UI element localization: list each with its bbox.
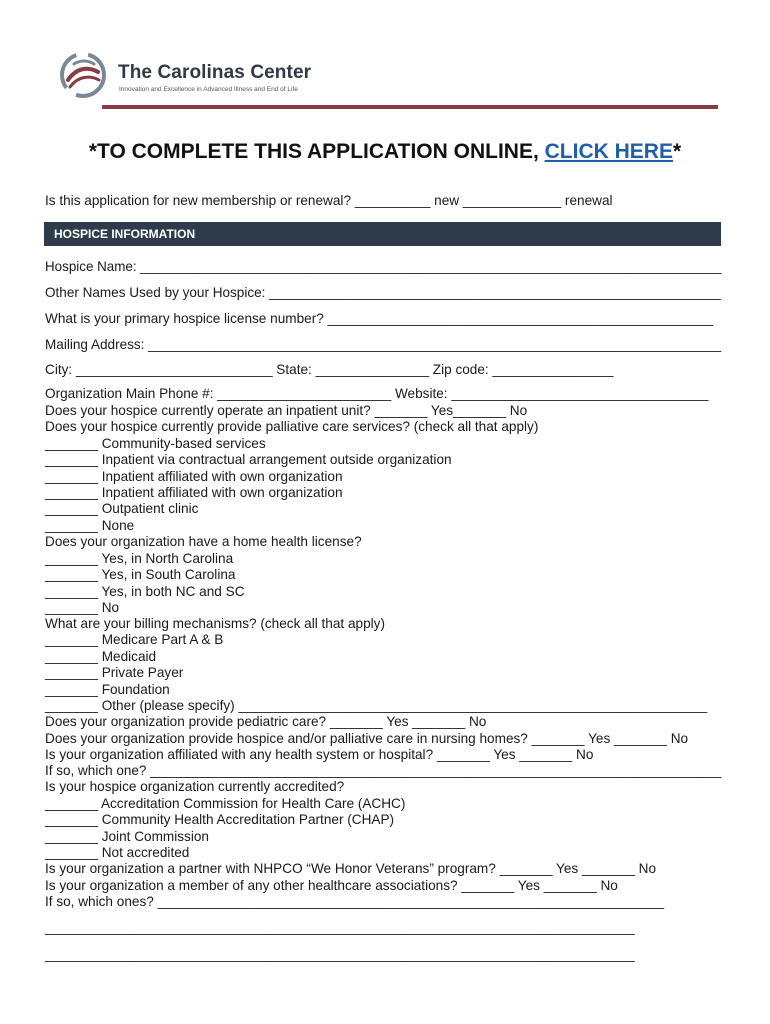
section-header-label: HOSPICE INFORMATION	[54, 227, 196, 241]
form-line: Is this application for new membership or renewal? __________ new _____________ renewal	[45, 193, 613, 208]
form-line: _______ Inpatient via contractual arrangement outside organization	[45, 452, 452, 467]
form-line: Is your organization affiliated with any health system or hospital? _______ Yes _______ No	[45, 747, 594, 762]
form-line: _______ Inpatient affiliated with own organization	[45, 485, 343, 500]
form-line: City: __________________________ State: _______________ Zip code: ________________	[45, 362, 614, 377]
form-line: _______ Other (please specify) ______________________________________________________________	[45, 698, 708, 713]
form-line: Organization Main Phone #: _______________________ Website: __________________________________	[45, 386, 709, 401]
form-line: Does your hospice currently operate an inpatient unit? _______ Yes_______ No	[45, 403, 528, 418]
document-header	[0, 0, 770, 112]
title-suffix: *	[672, 140, 682, 163]
form-line: Mailing Address: ____________________________________________________________________________	[45, 337, 722, 352]
form-line: Other Names Used by your Hospice: ____________________________________________________________	[45, 285, 721, 300]
org-tagline: Innovation and Excellence in Advanced Illness and End of Life	[119, 86, 298, 93]
form-line: _______ Private Payer	[45, 665, 184, 680]
form-line: _______ Yes, in North Carolina	[45, 551, 234, 566]
form-line: _______ Accreditation Commission for Health Care (ACHC)	[45, 796, 406, 811]
carolinas-center-logo-icon	[58, 50, 108, 100]
form-line: _______ Community-based services	[45, 436, 266, 451]
org-name: The Carolinas Center	[118, 62, 312, 83]
form-line: _______ None	[45, 518, 135, 533]
form-line: _______ Foundation	[45, 682, 170, 697]
header-rule	[102, 105, 718, 109]
form-line: ______________________________________________________________________________	[45, 920, 635, 935]
form-line: Does your hospice currently provide palliative care services? (check all that apply)	[45, 419, 539, 434]
form-line: _______ Yes, in South Carolina	[45, 567, 236, 582]
form-line: _______ Community Health Accreditation Partner (CHAP)	[45, 812, 395, 827]
form-line: Does your organization provide pediatric care? _______ Yes _______ No	[45, 714, 487, 729]
form-line: ______________________________________________________________________________	[45, 947, 635, 962]
form-line: If so, which one? ____________________________________________________________________________	[45, 763, 722, 778]
form-line: _______ Joint Commission	[45, 829, 209, 844]
form-line: Hospice Name: ______________________________________________________________________________	[45, 259, 722, 274]
form-line: _______ Medicare Part A & B	[45, 632, 224, 647]
form-line: Does your organization provide hospice and/or palliative care in nursing homes? _______ Yes _______ No	[45, 731, 689, 746]
form-line: Does your organization have a home health license?	[45, 534, 362, 549]
form-line: _______ Inpatient affiliated with own organization	[45, 469, 343, 484]
form-line: Is your hospice organization currently accredited?	[45, 779, 345, 794]
form-line: _______ Medicaid	[45, 649, 157, 664]
form-line: What is your primary hospice license number? ___________________________________________________	[45, 311, 714, 326]
form-line: If so, which ones? ___________________________________________________________________	[45, 894, 665, 909]
form-line: _______ No	[45, 600, 120, 615]
form-line: _______ Yes, in both NC and SC	[45, 584, 245, 599]
form-line: _______ Not accredited	[45, 845, 190, 860]
form-line: _______ Outpatient clinic	[45, 501, 199, 516]
form-line: Is your organization a partner with NHPCO “We Honor Veterans” program? _______ Yes _______ No	[45, 861, 657, 876]
page-title	[0, 140, 770, 164]
form-line: Is your organization a member of any other healthcare associations? _______ Yes _______ No	[45, 878, 618, 893]
form-line: What are your billing mechanisms? (check all that apply)	[45, 616, 385, 631]
section-header-hospice-information	[44, 222, 721, 246]
title-prefix: *TO COMPLETE THIS APPLICATION ONLINE,	[88, 140, 545, 163]
click-here-link[interactable]: CLICK HERE	[544, 140, 673, 163]
